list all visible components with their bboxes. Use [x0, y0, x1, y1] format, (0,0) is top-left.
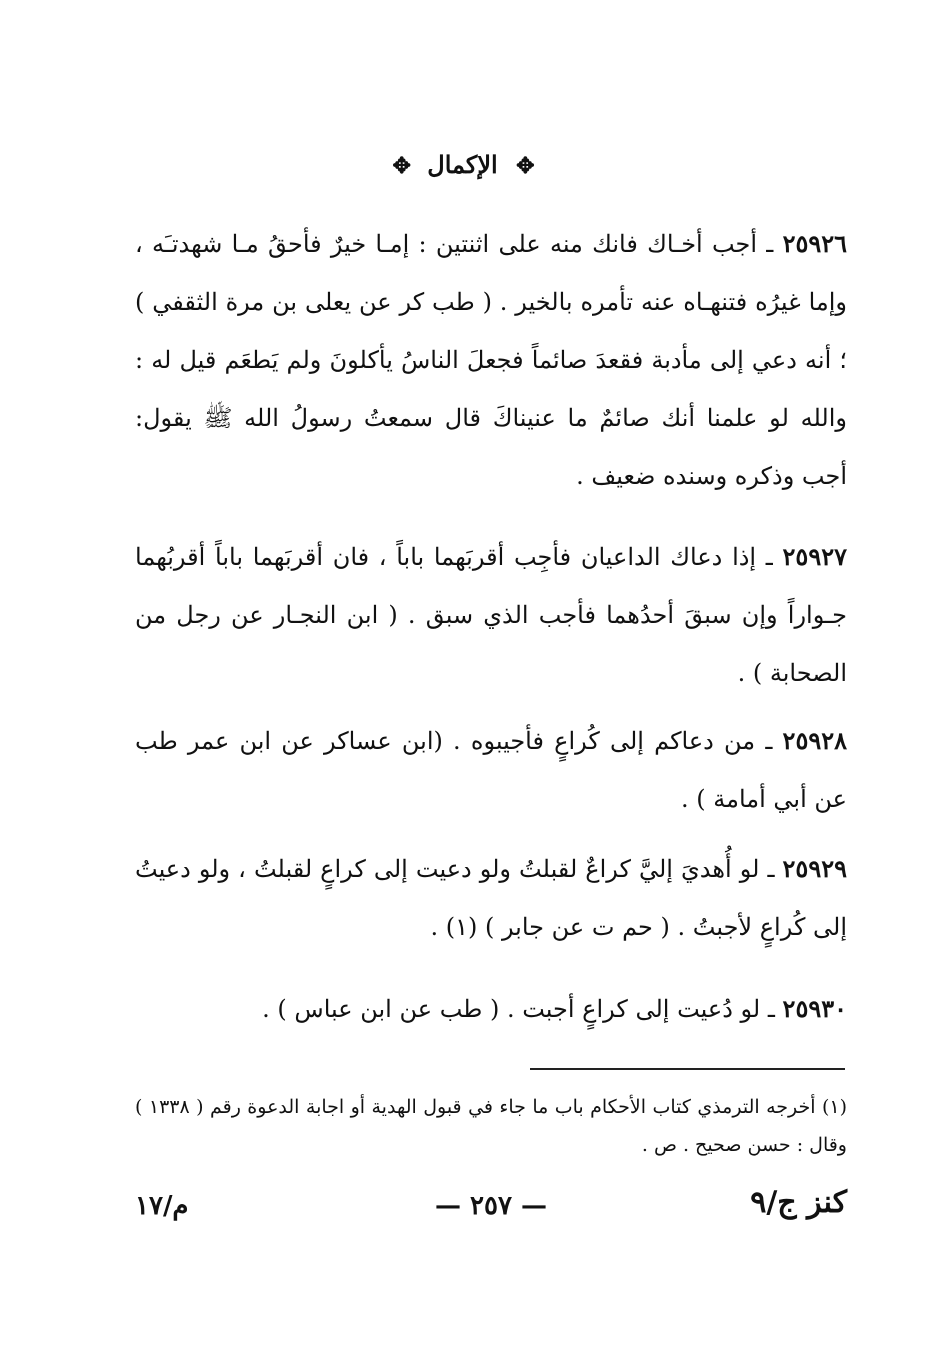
entry-dash: ـ — [760, 995, 775, 1023]
entry-number: ٢٥٩٢٧ — [782, 542, 847, 571]
entry-text: لو دُعيت إلى كراعٍ أجبت . ( طب عن ابن عباس ) . — [262, 995, 761, 1023]
hadith-entry — [135, 528, 847, 702]
volume-label: كنز ج/٩ — [750, 1185, 847, 1220]
section-title: الإكمال — [427, 150, 498, 179]
entry-text: لو أُهديَ إليَّ كراعٌ لقبلتُ ولو دعيت إلى كراعٍ لقبلتُ ، ولو دعيتُ إلى كُراعٍ لأجبتُ . ( حم ت عن جابر ) (١) . — [135, 855, 847, 941]
entry-number: ٢٥٩٢٨ — [782, 726, 847, 755]
hadith-entry — [135, 840, 847, 956]
ornament-left-icon: ✥ — [392, 153, 409, 179]
entry-dash: ـ — [759, 855, 775, 883]
signature-mark: م/١٧ — [135, 1191, 189, 1221]
entry-text: أجب أخـاك فانك منه على اثنتين : إمـا خيرٌ فأحقُ مـا شهدتـَه ، وإما غيرُه فتنهـاه عنه تأمره بالخير . ( طب كر عن يعلى بن مرة الثقفي ) ؛ أنه دعي إلى مأدبة فقعدَ صائماً فجعلَ الناسُ يأكلونَ ولم يَطعَم قيل له : والله لو علمنا أنك صائمٌ ما عنيناكَ قال سمعتُ رسولُ الله ﷺ يقول: أجب وذكره وسنده ضعيف . — [135, 230, 848, 490]
hadith-entry — [135, 215, 847, 505]
entry-text: من دعاكم إلى كُراعٍ فأجيبوه . (ابن عساكر عن ابن عمر طب عن أبي أمامة ) . — [135, 727, 847, 813]
section-header — [0, 150, 925, 179]
page-footer — [135, 1185, 847, 1235]
entry-dash: ـ — [756, 543, 773, 571]
entry-number: ٢٥٩٣٠ — [782, 994, 847, 1023]
footnote: (١) أخرجه الترمذي كتاب الأحكام باب ما جاء في قبول الهدية أو اجابة الدعوة رقم ( ١٣٣٨ ) وقال : حسن صحيح . ص . — [135, 1096, 848, 1156]
entry-text: إذا دعاك الداعيان فأجِب أقربَهما باباً ، فان أقربَهما باباً أقربُهما جـواراً وإن سبقَ أحدُهما فأجب الذي سبق . ( ابن النجـار عن رجل من الصحابة ) . — [135, 543, 847, 687]
ornament-right-icon: ✥ — [516, 153, 533, 179]
hadith-entry — [135, 712, 847, 828]
page-number: — ٢٥٧ — — [434, 1191, 548, 1221]
entry-number: ٢٥٩٢٩ — [782, 854, 847, 883]
hadith-entry — [135, 980, 847, 1038]
entry-dash: ـ — [757, 230, 774, 258]
entry-number: ٢٥٩٢٦ — [782, 229, 848, 258]
entry-dash: ـ — [755, 727, 773, 755]
footnote-divider — [530, 1068, 845, 1070]
